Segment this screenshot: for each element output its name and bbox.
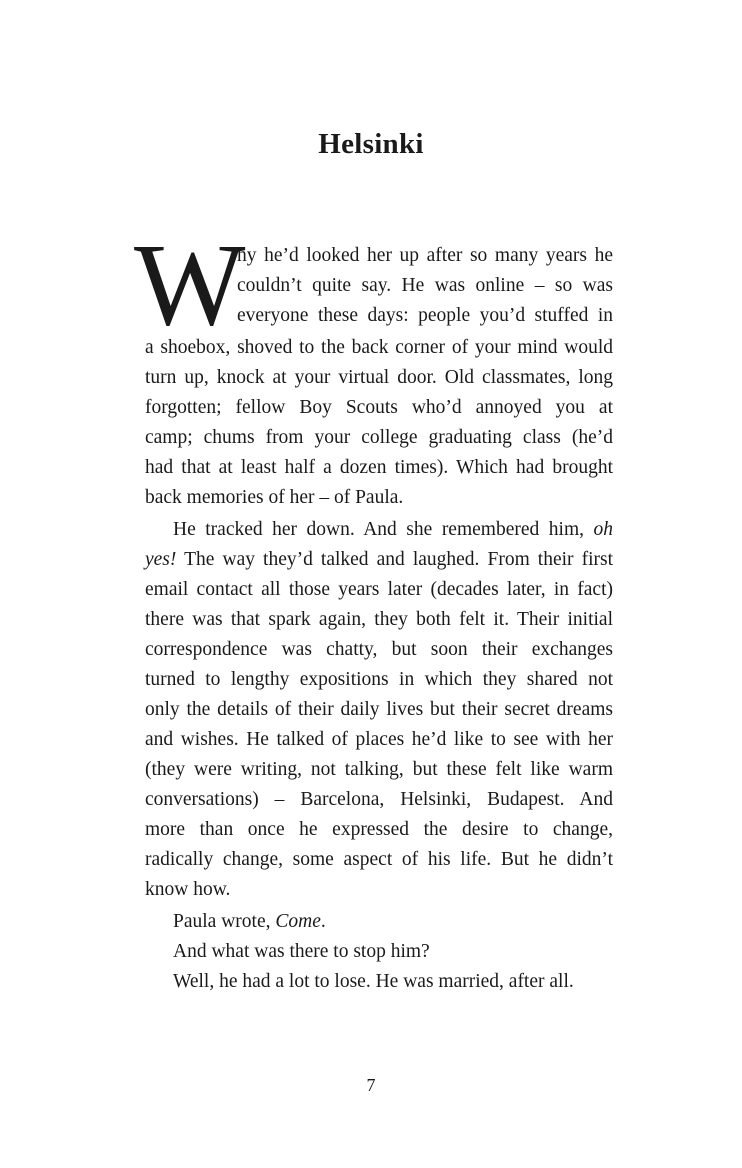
text-line: there was that spark again, they both felt it. Their initial bbox=[145, 609, 613, 630]
chapter-title: Helsinki bbox=[318, 128, 424, 160]
text-run: The way they’d talked and laughed. From their first bbox=[184, 549, 613, 570]
text-line bbox=[173, 907, 613, 937]
text-run: Paula wrote, bbox=[173, 911, 271, 932]
text-line: hy he’d looked her up after so many years he bbox=[237, 245, 613, 266]
text-line: And what was there to stop him? bbox=[173, 941, 430, 962]
italic-run: yes! bbox=[145, 549, 177, 570]
italic-run: Come bbox=[275, 911, 321, 932]
text-line: correspondence was chatty, but soon their exchanges bbox=[145, 639, 613, 660]
text-line-content bbox=[145, 545, 613, 575]
text-line bbox=[173, 515, 613, 545]
text-line: turned to lengthy expositions in which they shared not bbox=[145, 669, 613, 690]
text-line: conversations) – Barcelona, Helsinki, Budapest. And bbox=[145, 789, 613, 810]
text-line: forgotten; fellow Boy Scouts who’d annoyed you at bbox=[145, 397, 613, 418]
text-line: had that at least half a dozen times). Which had brought bbox=[145, 457, 613, 478]
text-line-content bbox=[173, 515, 613, 545]
text-line: camp; chums from your college graduating class (he’d bbox=[145, 427, 613, 448]
text-line: everyone these days: people you’d stuffed in bbox=[237, 305, 613, 326]
text-line: more than once he expressed the desire to change, bbox=[145, 819, 613, 840]
text-line: couldn’t quite say. He was online – so was bbox=[237, 275, 613, 296]
text-run: . bbox=[320, 911, 326, 932]
text-run: He tracked her down. And she remembered him, bbox=[173, 519, 584, 540]
text-line: back memories of her – of Paula. bbox=[145, 487, 404, 508]
page-number: 7 bbox=[366, 1075, 376, 1095]
drop-cap: W bbox=[134, 219, 242, 350]
italic-run: oh bbox=[593, 519, 613, 540]
text-line bbox=[145, 545, 613, 575]
text-line: a shoebox, shoved to the back corner of your mind would bbox=[145, 337, 613, 358]
text-line: radically change, some aspect of his life. But he didn’t bbox=[145, 849, 613, 870]
text-line: only the details of their daily lives but their secret dreams bbox=[145, 699, 613, 720]
text-line: and wishes. He talked of places he’d like to see with her bbox=[145, 729, 613, 750]
text-line: email contact all those years later (decades later, in fact) bbox=[145, 579, 613, 600]
text-line: turn up, knock at your virtual door. Old classmates, long bbox=[145, 367, 613, 388]
text-line: (they were writing, not talking, but these felt like warm bbox=[145, 759, 613, 780]
text-line: know how. bbox=[145, 879, 231, 900]
text-line: Well, he had a lot to lose. He was married, after all. bbox=[173, 971, 574, 992]
